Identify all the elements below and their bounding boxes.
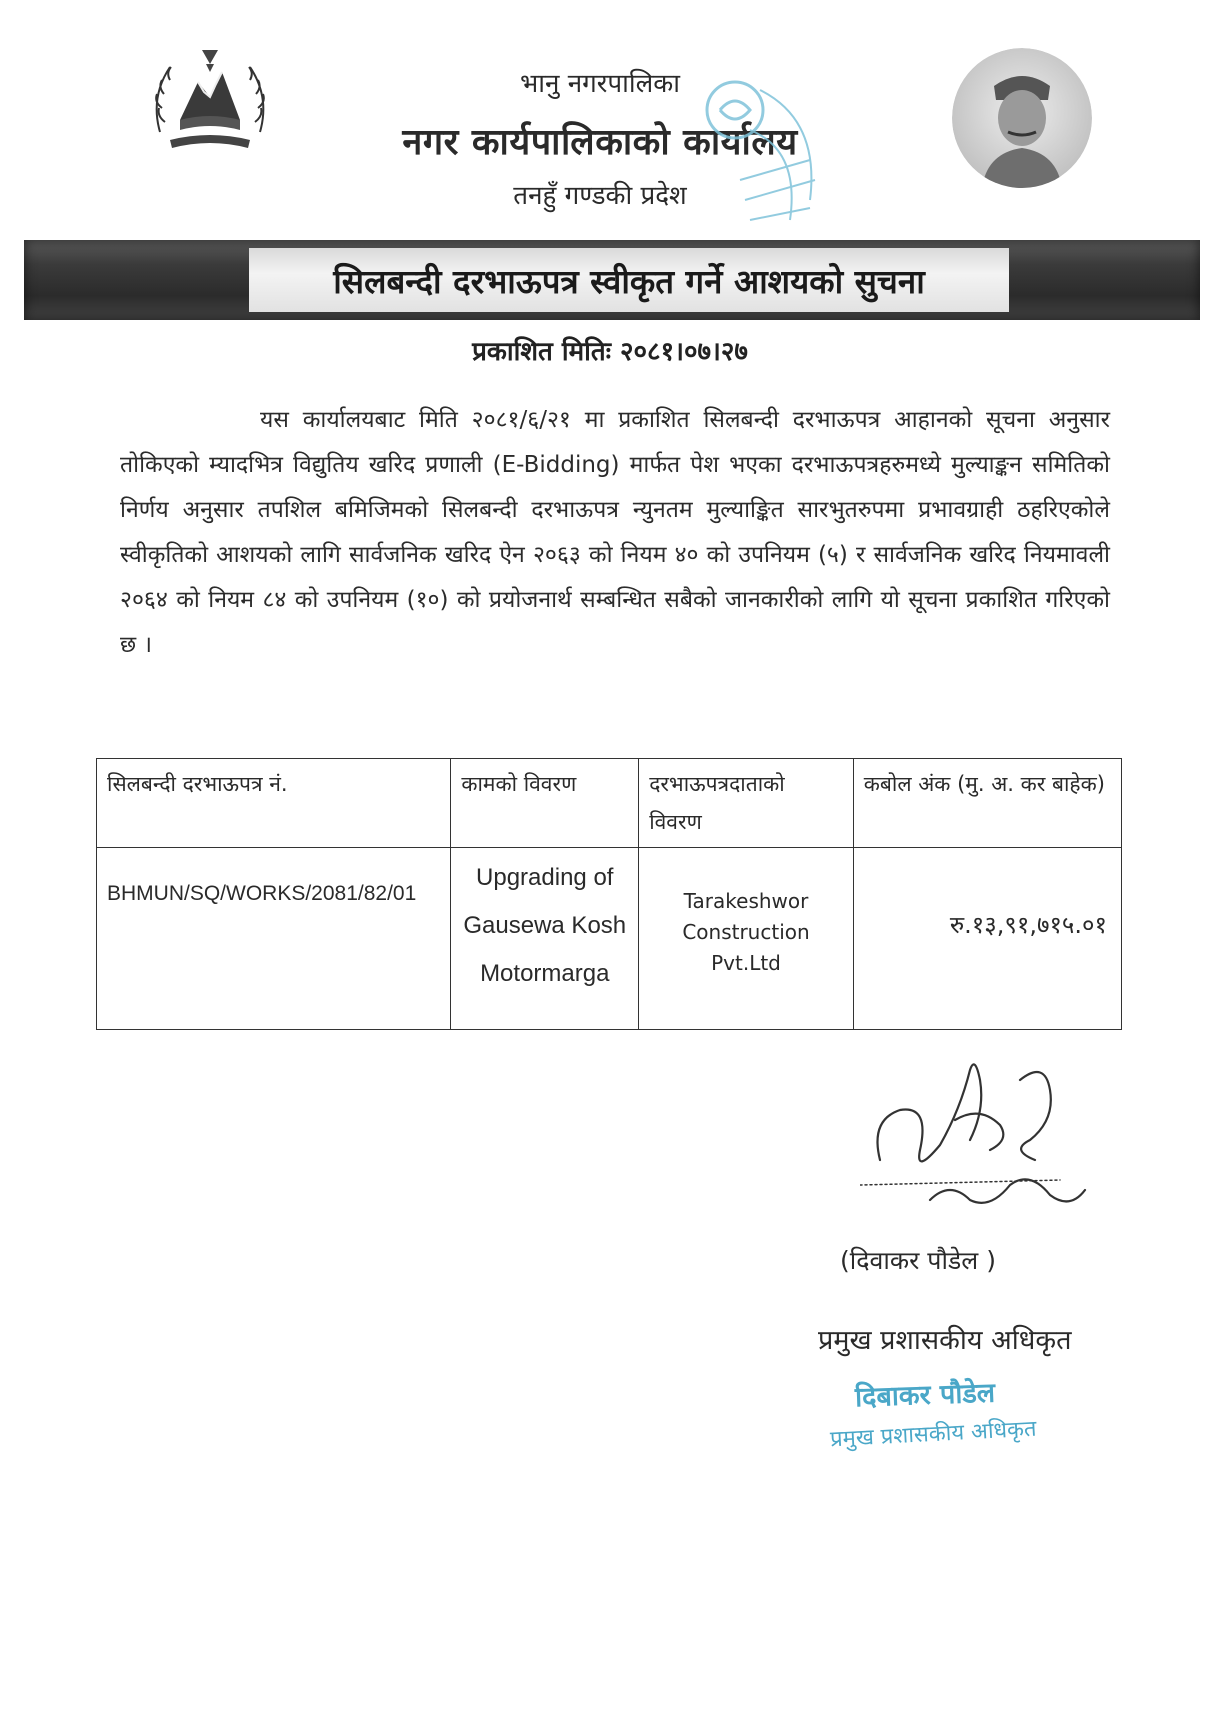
title-banner [24, 240, 1200, 320]
office-location: तनहुँ गण्डकी प्रदेश [513, 181, 687, 211]
notice-title: सिलबन्दी दरभाऊपत्र स्वीकृत गर्ने आशयको सुचना [249, 248, 1009, 312]
bidder-name: Tarakeshwor Construction Pvt.Ltd [639, 848, 854, 1030]
signature-icon [860, 1050, 1100, 1220]
col-header-bidder: दरभाऊपत्रदाताको विवरण [639, 759, 854, 848]
municipality-name: भानु नगरपालिका [520, 69, 680, 99]
work-description: Upgrading of Gausewa Kosh Motormarga [451, 848, 639, 1030]
signatory-title: प्रमुख प्रशासकीय अधिकृत [818, 1325, 1072, 1356]
col-header-work: कामको विवरण [451, 759, 639, 848]
signatory-name: (दिवाकर पौडेल ) [840, 1246, 996, 1275]
notice-body: यस कार्यालयबाट मिति २०८१/६/२१ मा प्रकाशित सिलबन्दी दरभाऊपत्र आहानको सूचना अनुसार तोकिएको म्यादभित्र विद्युतिय खरिद प्रणाली (E-Bidding) मार्फत पेश भएका दरभाऊपत्रहरुमध्ये मुल्याङ्कन समितिको निर्णय अनुसार तपशिल बमिजिमको सिलबन्दी दरभाऊपत्र न्युनतम मुल्याङ्कित सारभुतरुपमा प्रभावग्राही ठहरिएकोले स्वीकृतिको आशयको लागि सार्वजनिक खरिद ऐन २०६३ को नियम ४० को उपनियम (५) र सार्वजनिक खरिद नियमावली २०६४ को नियम ८४ को उपनियम (१०) को प्रयोजनार्थ सम्बन्धित सबैको जानकारीको लागि यो सूचना प्रकाशित गरिएको छ । [120, 407, 1110, 658]
nepal-emblem-icon [140, 42, 280, 162]
published-date: प्रकाशित मितिः २०८१।०७।२७ [472, 337, 748, 367]
bid-number: BHMUN/SQ/WORKS/2081/82/01 [97, 848, 451, 1030]
stamp-signatory-name: दिबाकर पौडेल [854, 1377, 996, 1414]
col-header-amount: कबोल अंक (मु. अ. कर बाहेक) [853, 759, 1121, 848]
col-header-bid-no: सिलबन्दी दरभाऊपत्र नं. [97, 759, 451, 848]
bid-amount: रु.१३,९१,७१५.०१ [853, 848, 1121, 1030]
table-header-row [97, 759, 1122, 848]
bid-table [96, 758, 1122, 1030]
stamp-signatory-title: प्रमुख प्रशासकीय अधिकृत [829, 1416, 1038, 1453]
portrait-image [952, 48, 1092, 188]
office-name: नगर कार्यपालिकाको कार्यालय [402, 122, 798, 163]
office-stamp-icon [690, 70, 850, 245]
table-row [97, 848, 1122, 1030]
